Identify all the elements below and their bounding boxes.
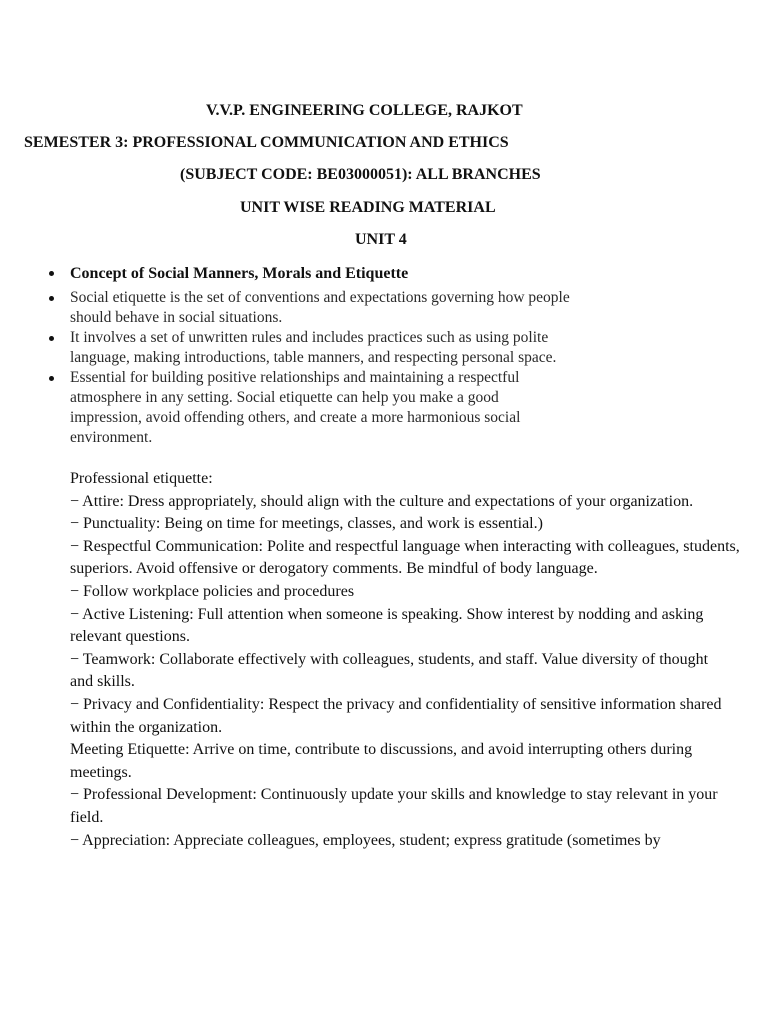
paragraph-line: Meeting Etiquette: Arrive on time, contribute to discussions, and avoid interrupting others during meetings. <box>70 741 693 781</box>
paragraph-line: relevant questions. <box>70 628 190 646</box>
college-name: V.V.P. ENGINEERING COLLEGE, RAJKOT <box>206 102 523 119</box>
paragraph-line: − Punctuality: Being on time for meetings, classes, and work is essential.) <box>70 515 543 533</box>
section-heading: Professional etiquette: <box>70 470 213 487</box>
bullet-heading: Concept of Social Manners, Morals and Etiquette <box>46 264 606 284</box>
paragraph-line: − Privacy and Confidentiality: Respect the privacy and confidentiality of sensitive information shared within the organization. <box>70 695 722 736</box>
paragraph-line: − Follow workplace policies and procedures <box>70 582 355 600</box>
semester-title: SEMESTER 3: PROFESSIONAL COMMUNICATION AND ETHICS <box>24 134 509 151</box>
paragraph-line: − Appreciation: Appreciate colleagues, employees, student; express gratitude (sometimes by <box>70 831 661 849</box>
paragraph-line: and skills. <box>70 673 135 691</box>
paragraph-line: − Teamwork: Collaborate effectively with colleagues, students, and staff. Value diversity of thought <box>70 650 709 668</box>
paragraph-line: − Professional Development: Continuously update your skills and knowledge to stay relevant in your field. <box>70 786 718 826</box>
unit-title: UNIT 4 <box>355 231 407 248</box>
bullet-item: Social etiquette is the set of conventions and expectations governing how people should behave in social situations. <box>46 288 570 328</box>
paragraph-line: − Respectful Communication: Polite and respectful language when interacting with colleagues, students, superiors. Avoid offensive or derogatory comments. Be mindful of body language. <box>70 537 740 578</box>
professional-etiquette-section <box>70 468 750 852</box>
subject-code: (SUBJECT CODE: BE03000051): ALL BRANCHES <box>180 166 541 183</box>
paragraph-line: − Attire: Dress appropriately, should align with the culture and expectations of your organization. <box>70 492 694 510</box>
paragraph-line: − Active Listening: Full attention when someone is speaking. Show interest by nodding and asking <box>70 605 704 623</box>
material-title: UNIT WISE READING MATERIAL <box>240 199 496 216</box>
bullet-item: Essential for building positive relationships and maintaining a respectful atmosphere in any setting. Social etiquette can help you make a good impression, avoid offending others, and create a more harmonious social environment. <box>46 368 560 448</box>
bullet-item: It involves a set of unwritten rules and includes practices such as using polite language, making introductions, table manners, and respecting personal space. <box>46 328 590 368</box>
bullet-list <box>46 264 606 448</box>
